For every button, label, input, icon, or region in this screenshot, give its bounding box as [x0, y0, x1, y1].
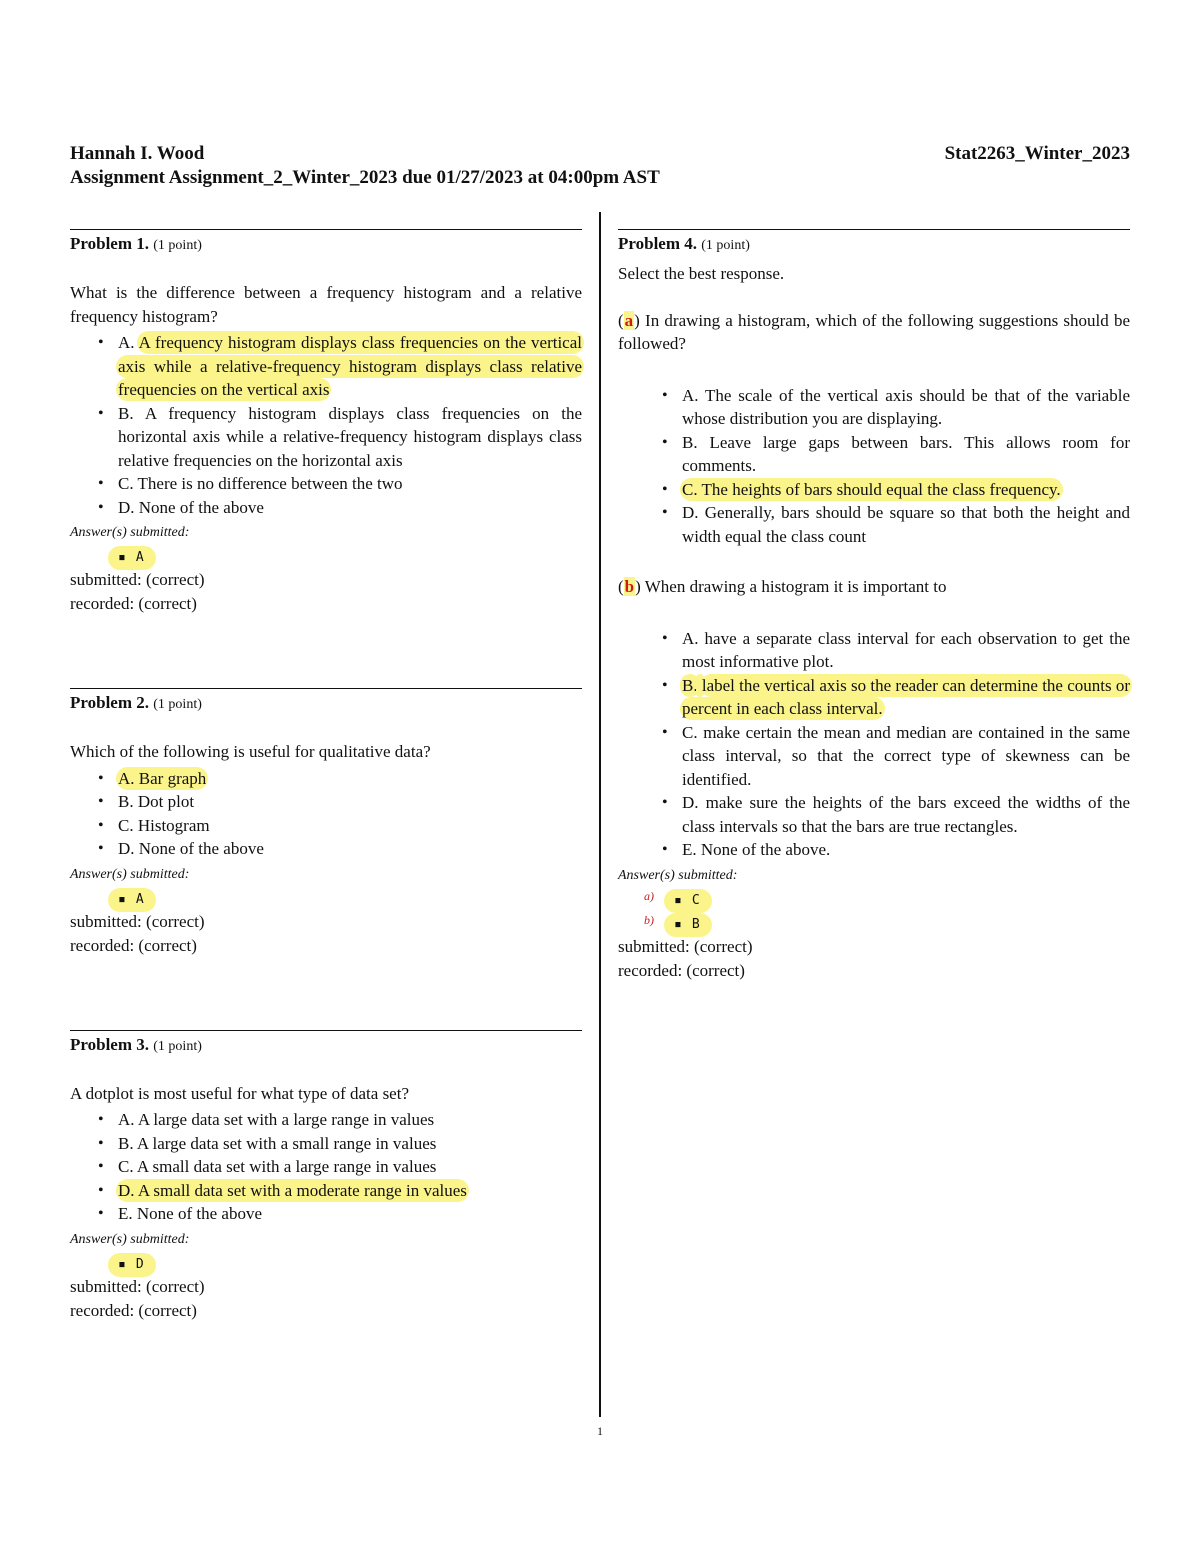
selected-option-text: A frequency histogram displays class frequencies on the vertical axis while a relative-frequency histogram displays class relative frequencies on the vertical axis: [118, 333, 582, 399]
option-a[interactable]: • A. A large data set with a large range in values: [118, 1108, 582, 1132]
option-c[interactable]: • C. make certain the mean and median are contained in the same class interval, so that the correct type of skewness can be identified.: [682, 721, 1130, 792]
problem-2: [70, 688, 582, 958]
option-d[interactable]: • D. A small data set with a moderate range in values: [118, 1179, 582, 1203]
course-name: Stat2263_Winter_2023: [944, 143, 1130, 164]
option-list: [618, 627, 1130, 862]
option-list: [70, 767, 582, 861]
part-letter: b: [624, 577, 635, 596]
recorded-status: recorded: (correct): [70, 594, 197, 613]
answer-row-a: [618, 887, 1130, 911]
submitted-answer: ▪ B: [666, 915, 710, 935]
submitted-status: submitted: (correct): [70, 911, 205, 931]
selected-option-text: The heights of bars should equal the class frequency.: [701, 479, 1061, 499]
submitted-status: submitted: (correct): [70, 1276, 205, 1296]
problem-number: Problem 2.: [70, 693, 150, 712]
recorded-status: recorded: (correct): [70, 935, 197, 955]
submitted-answer: ▪ D: [110, 1255, 154, 1275]
problem-3: [70, 1030, 582, 1323]
problem-title: [70, 232, 582, 258]
page-header: [70, 142, 1130, 190]
problem-title: [70, 1033, 582, 1059]
submitted-answer: ▪ C: [666, 891, 710, 911]
option-list: [70, 331, 582, 519]
option-e[interactable]: • E. None of the above.: [682, 838, 1130, 862]
answer-row-b: [618, 911, 1130, 935]
header-row: [70, 142, 1130, 166]
part-b-question: (b) When drawing a histogram it is important to: [618, 577, 947, 596]
option-list: [70, 1108, 582, 1226]
option-list: [618, 384, 1130, 549]
recorded-status: recorded: (correct): [618, 960, 745, 980]
answer-label: Answer(s) submitted:: [618, 867, 738, 883]
submitted-answer: ▪ A: [110, 890, 154, 910]
recorded-status: recorded: (correct): [70, 1300, 197, 1320]
submitted-status: submitted: (correct): [618, 936, 753, 956]
assignment-title: Assignment Assignment_2_Winter_2023 due 01/27/2023 at 04:00pm AST: [70, 167, 660, 188]
option-d[interactable]: • D. Generally, bars should be square so that both the height and width equal the class count: [682, 501, 1130, 548]
problem-1: [70, 229, 582, 616]
option-b[interactable]: • B. A large data set with a small range in values: [118, 1132, 582, 1156]
option-c[interactable]: • C. There is no difference between the two: [118, 472, 582, 496]
option-b[interactable]: • B. Dot plot: [118, 790, 582, 814]
problem-title: [70, 691, 582, 717]
problem-points: (1 point): [153, 1038, 202, 1054]
problem-title: [618, 232, 1130, 258]
page-number: 1: [597, 1424, 603, 1438]
selected-option-text: Bar graph: [138, 768, 207, 788]
left-column: [70, 229, 582, 1323]
option-d[interactable]: • D. None of the above: [118, 496, 582, 520]
option-b[interactable]: • B. label the vertical axis so the reader can determine the counts or percent in each class interval.: [682, 674, 1130, 721]
student-name: Hannah I. Wood: [70, 143, 205, 164]
option-b[interactable]: • B. A frequency histogram displays class frequencies on the horizontal axis while a relative-frequency histogram displays class relative frequencies on the horizontal axis: [118, 402, 582, 473]
answer-label: Answer(s) submitted:: [70, 525, 190, 540]
problem-number: Problem 1.: [70, 234, 150, 253]
answer-tag: a): [644, 888, 654, 903]
question-text: What is the difference between a frequency histogram and a relative frequency histogram?: [70, 283, 582, 326]
option-e[interactable]: • E. None of the above: [118, 1202, 582, 1226]
answer-label: Answer(s) submitted:: [70, 866, 190, 882]
option-a[interactable]: • A. Bar graph: [118, 767, 582, 791]
option-d[interactable]: • D. make sure the heights of the bars exceed the widths of the class intervals so that the bars are true rectangles.: [682, 791, 1130, 838]
intro-text: Select the best response.: [618, 264, 785, 283]
problem-number: Problem 3.: [70, 1034, 150, 1054]
answer-label: Answer(s) submitted:: [70, 1231, 190, 1247]
right-column: [618, 229, 1130, 983]
option-a[interactable]: • A. A frequency histogram displays class frequencies on the vertical axis while a relative-frequency histogram displays class relative frequencies on the vertical axis: [118, 331, 582, 402]
question-text: Which of the following is useful for qualitative data?: [70, 742, 431, 761]
part-letter: a: [624, 310, 634, 330]
option-a[interactable]: • A. The scale of the vertical axis should be that of the variable whose distribution you are displaying.: [682, 384, 1130, 431]
problem-number: Problem 4.: [618, 234, 698, 253]
problem-points: (1 point): [153, 238, 202, 253]
problem-4: [618, 229, 1130, 983]
option-b[interactable]: • B. Leave large gaps between bars. This allows room for comments.: [682, 431, 1130, 478]
option-a[interactable]: • A. have a separate class interval for each observation to get the most informative plot.: [682, 627, 1130, 674]
option-c[interactable]: • C. The heights of bars should equal the class frequency.: [682, 478, 1130, 502]
question-text: A dotplot is most useful for what type of data set?: [70, 1083, 409, 1103]
submitted-status: submitted: (correct): [70, 570, 205, 589]
selected-option-text: A small data set with a moderate range in values: [137, 1180, 467, 1200]
part-a-question: (a) In drawing a histogram, which of the following suggestions should be followed?: [618, 310, 1130, 353]
option-c[interactable]: • C. A small data set with a large range in values: [118, 1155, 582, 1179]
problem-points: (1 point): [153, 697, 202, 712]
selected-option-text: label the vertical axis so the reader can determine the counts or percent in each class interval.: [682, 675, 1131, 718]
option-c[interactable]: • C. Histogram: [118, 814, 582, 838]
problem-points: (1 point): [701, 238, 750, 253]
option-d[interactable]: • D. None of the above: [118, 837, 582, 861]
column-divider: [599, 212, 601, 1417]
answer-tag: b): [644, 912, 654, 927]
submitted-answer: ▪ A: [110, 548, 154, 568]
